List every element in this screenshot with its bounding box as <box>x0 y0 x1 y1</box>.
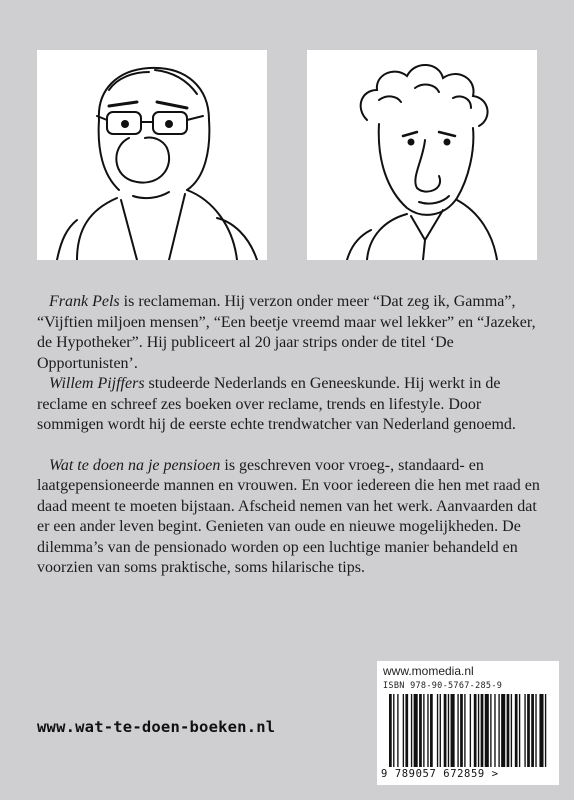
barcode-bar <box>478 694 479 767</box>
barcode-bar <box>490 694 491 767</box>
blurb-text: is geschreven voor vroeg-, standaard- en laatgepensioneerde mannen en vrouwen. En voor iedereen die hen met raad en daad meent te moeten bijstaan. Afscheid nemen van het werk. Aanvaarden dat er een ander leven begint. Genieten van oude en nieuwe mogelijkheden. De dilemma’s van de pensionado worden op een luchtige manier behandeld en voorzien van soms praktische, soms hilarische tips. <box>37 456 540 576</box>
barcode-bar <box>494 694 495 767</box>
barcode-bar <box>440 694 441 767</box>
barcode-bar <box>389 694 392 767</box>
barcode-bar <box>427 694 428 767</box>
barcode-bar <box>393 694 394 767</box>
barcode-bar <box>501 694 505 767</box>
barcode-bar <box>411 694 412 767</box>
book-title: Wat te doen na je pensioen <box>49 456 221 474</box>
barcode-bar <box>405 694 408 767</box>
barcode-bar <box>481 694 484 767</box>
barcode-bar <box>474 694 477 767</box>
barcode-bar <box>448 694 449 767</box>
barcode-bar <box>515 694 518 767</box>
caricature-drawing-right <box>307 50 537 260</box>
bio-willem-text: studeerde Nederlands en Geneeskunde. Hij werkt in de reclame en schreef zes boeken over reclame, trends en lifestyle. Door sommigen wordt hij de eerste echte trendwatcher van Nederland genoemd. <box>37 375 516 433</box>
barcode-bar <box>444 694 447 767</box>
author-name-frank: Frank Pels <box>49 293 120 310</box>
barcode-bar <box>507 694 510 767</box>
barcode-bar <box>527 694 530 767</box>
barcode-bar <box>498 694 499 767</box>
publisher-url: www.momedia.nl <box>383 664 474 678</box>
barcode-bar <box>423 694 424 767</box>
barcode-bar <box>419 694 422 767</box>
barcode-bar <box>531 694 534 767</box>
barcode-digits: 9 789057 672859 > <box>381 768 499 780</box>
barcode-bar <box>539 694 543 767</box>
barcode-label <box>377 661 559 785</box>
barcode-bar <box>464 694 465 767</box>
barcode-bar <box>519 694 520 767</box>
portrait-willem-pijffers <box>307 50 537 260</box>
bio-willem-pijffers <box>37 374 542 436</box>
caricature-drawing-left <box>37 50 267 260</box>
isbn-number: ISBN 978-90-5767-285-9 <box>383 681 503 691</box>
barcode-image <box>389 694 549 767</box>
back-cover-text <box>37 292 542 579</box>
barcode-bar <box>414 694 418 767</box>
barcode-bar <box>430 694 433 767</box>
website-url[interactable]: www.wat-te-doen-boeken.nl <box>37 718 276 736</box>
bio-frank-text: is reclameman. Hij verzon onder meer “Dat zeg ik, Gamma”, “Vijftien miljoen mensen”, “Een beetje vreemd maar wel lekker” en “Jazeker, de Hypotheker”. Hij publiceert al 20 jaar strips onder de titel ‘De Opportunisten’. <box>37 293 536 372</box>
barcode-bar <box>437 694 438 767</box>
author-name-willem: Willem Pijffers <box>49 375 145 392</box>
bio-frank-pels <box>37 292 542 374</box>
barcode-bar <box>485 694 489 767</box>
portrait-frank-pels <box>37 50 267 260</box>
barcode-bar <box>470 694 471 767</box>
barcode-bar <box>524 694 525 767</box>
barcode-bar <box>403 694 404 767</box>
barcode-bar <box>460 694 463 767</box>
barcode-bar <box>397 694 398 767</box>
barcode-bar <box>457 694 458 767</box>
barcode-bar <box>535 694 536 767</box>
book-blurb <box>37 456 542 579</box>
barcode-bar <box>451 694 455 767</box>
barcode-bar <box>511 694 512 767</box>
barcode-bar <box>545 694 546 767</box>
